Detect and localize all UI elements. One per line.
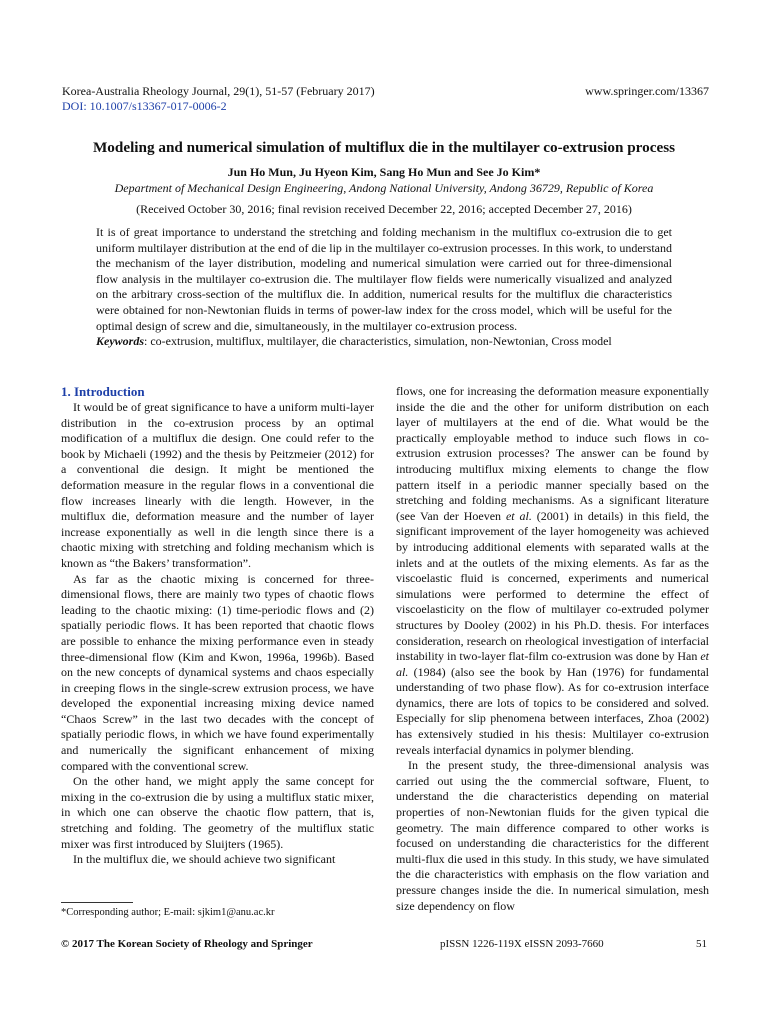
paper-title: Modeling and numerical simulation of multiflux die in the multilayer co-extrusion process [92,139,676,156]
paragraph [396,384,709,758]
journal-citation: Korea-Australia Rheology Journal, 29(1), 51-57 (February 2017) [62,84,375,98]
footnote-divider [61,902,133,903]
journal-header [62,84,375,114]
paragraph: It would be of great significance to have a uniform multi-layer distribution in the co-extrusion process by an optimal modification of a multiflux die design. One could refer to the book by Michaeli (1992) and the thesis by Peitzmeier (2012) for a conventional die design. It might be mentioned the deformation measure in the regular flows in a conventional die flow increases linearly with die length. However, in the multiflux die, deformation measure and the number of layer increase exponentially as well in die length since there is a chaotic mixing with stretching and folding mechanism which is known as “the Bakers’ transformation”. [61,400,374,570]
et-al-text: et al. [396,649,709,679]
paragraph: As far as the chaotic mixing is concerned for three-dimensional flows, there are mainly two types of chaotic flows leading to the chaotic mixing: (1) time-periodic flows and (2) spatially periodic flows. It has been reported that chaotic flows are possible to enhance the mixing performance even in steady three-dimensional flow (Kim and Kwon, 1996a, 1996b). Based on the new concepts of dynamical systems and chaos especially in creeping flows in the single-screw extrusion process, we have developed the exponential increasing mixing device named “Chaos Screw” in the last two decades with the concept of spatially periodic flows, in which we have found experimentally and numerically the significant enhancement of mixing compared with the conventional screw. [61,571,374,773]
issn-info: pISSN 1226-119X eISSN 2093-7660 [440,938,604,950]
section-heading-introduction: 1. Introduction [61,384,145,399]
left-column [61,384,374,868]
doi-link[interactable]: DOI: 10.1007/s13367-017-0006-2 [62,99,227,113]
affiliation: Department of Mechanical Design Engineering, Andong National University, Andong 36729, Republic of Korea [114,181,654,195]
paragraph: In the present study, the three-dimensional analysis was carried out using the the commercial software, Fluent, to understand the die characteristics depending on material properties of non-Newtonian fluids for the given typical die geometry. The main difference compared to other works is focused on understanding die characteristics for the different multi-flux die used in this study. In this study, we have simulated the die characteristics with emphasis on the flow variation and pressure changes inside the die. In numerical simulation, mesh size dependency on flow [396,758,709,913]
right-column [396,384,709,914]
et-al-text: et al. [505,508,532,523]
keywords-label: Keywords [96,334,144,349]
abstract [96,225,672,350]
text-run: flows, one for increasing the deformation measure exponentially inside the die and the other for uniform distribution on each layer of multilayers at the end of die. What would be the practically employable method to induce such flows in co-extrusion extrusion processes? The answer can be found by introducing multiflux mixing elements to change the flow pattern itself in a periodic manner specially based on the stretching and folding mechanisms. As a significant literature (see Van der Hoeven [396,384,709,523]
author-list: Jun Ho Mun, Ju Hyeon Kim, Sang Ho Mun and See Jo Kim* [227,165,541,179]
copyright-notice: © 2017 The Korean Society of Rheology and Springer [61,938,313,950]
journal-url[interactable]: www.springer.com/13367 [585,84,709,98]
text-run: (1984) (also see the book by Han (1976) for fundamental understanding of two phase flow). As for co-extrusion interface dynamics, there are lots of topics to be considered and solved. Especially for slip phenomena between interfaces, Zhoa (2002) has extensively studied in his thesis: Multilayer co-extrusion reveals interfacial dynamics in polymer blending. [396,664,709,757]
received-dates: (Received October 30, 2016; final revision received December 22, 2016; accepted December 27, 2016) [136,202,632,216]
corresponding-author-footnote: *Corresponding author; E-mail: sjkim1@anu.ac.kr [61,907,275,918]
paragraph: In the multiflux die, we should achieve two significant [73,852,336,867]
page-number: 51 [696,938,707,950]
keywords-text: : co-extrusion, multiflux, multilayer, die characteristics, simulation, non-Newtonian, Cross model [144,334,612,349]
paragraph: On the other hand, we might apply the same concept for mixing in the co-extrusion die by using a multiflux static mixer, in which one can observe the chaotic flow pattern, that is, stretching and folding. The geometry of the multiflux static mixer was first introduced by Sluijters (1965). [61,774,374,851]
keywords-line [96,334,672,350]
text-run: (2001) in details) in this field, the significant improvement of the layer homogeneity was achieved by introducing additional elements with separated walls at the inlets and at the outlets of the mixing elements. As far as the viscoelastic fluid is concerned, experiments and numerical simulations were performed to determine the effect of viscoelasticity on the flow of multilayer co-extruded polymer structures by Dooley (2002) in his Ph.D. thesis. For interfaces consideration, research on rheological investigation of interfacial instability in two-layer flat-film co-extrusion was done by Han [396,508,710,664]
abstract-text: It is of great importance to understand the stretching and folding mechanism in the multiflux co-extrusion die to get uniform multilayer distribution at the end of die lip in the multilayer co-extrusion processes. In this work, to understand the mechanism of the layer distribution, modeling and numerical simulation were carried out for three-dimensional flow analysis in the multilayer co-extrusion die. The multilayer flow fields were numerically visualized and analyzed on the arbitrary cross-section of the multiflux die. In addition, numerical results for the multiflux die characteristics were obtained for non-Newtonian fluids in terms of power-law index for the cross model, which will be useful for the optimal design of screw and die, simultaneously, in the multilayer co-extrusion process. [96,225,672,333]
